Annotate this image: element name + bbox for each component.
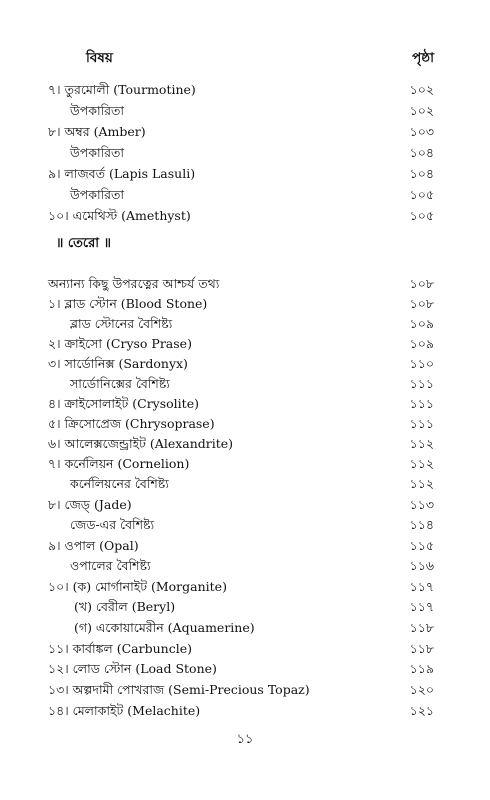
toc-entry xyxy=(48,556,434,576)
toc-entry xyxy=(48,314,434,334)
entry-page: ১১৯ xyxy=(409,661,434,676)
entry-title: ১৪। মেলাকাইট (Melachite) xyxy=(48,703,201,718)
toc-entry xyxy=(48,164,434,184)
entry-title: ওপালের বৈশিষ্ট্য xyxy=(70,558,151,573)
entry-page: ১১৭ xyxy=(409,579,434,594)
entry-page: ১১৬ xyxy=(409,558,434,573)
toc-entry xyxy=(48,454,434,474)
entry-page: ১১২ xyxy=(409,476,434,491)
toc-entry xyxy=(48,294,434,314)
entry-page: ১০৯ xyxy=(409,316,434,331)
toc-entry xyxy=(48,394,434,414)
toc-header xyxy=(48,48,434,68)
entry-page: ১১৩ xyxy=(409,497,434,512)
entry-page: ১১৫ xyxy=(409,538,434,553)
entry-page: ১১৭ xyxy=(409,599,434,614)
entry-title: ব্লাড স্টোনের বৈশিষ্ট্য xyxy=(70,316,173,331)
toc-entry xyxy=(48,122,434,142)
toc-entry xyxy=(48,680,434,700)
entry-page: ১১২ xyxy=(409,436,434,451)
toc-entry xyxy=(48,577,434,597)
entry-title: উপকারিতা xyxy=(70,103,125,118)
entry-page: ১১৮ xyxy=(409,641,434,656)
toc-entry xyxy=(48,495,434,515)
toc-entry xyxy=(48,80,434,100)
entry-page: ১১১ xyxy=(409,396,434,411)
entry-page: ১১৪ xyxy=(409,517,434,532)
toc-entry xyxy=(48,597,434,617)
toc-entry xyxy=(48,474,434,494)
entry-page: ১১১ xyxy=(409,416,434,431)
entry-title: ৭। তুরমোলী (Tourmotine) xyxy=(48,82,196,97)
entry-title: ৩। সার্ডোনিক্স (Sardonyx) xyxy=(48,356,188,371)
entry-title: ১১। কার্বাঙ্কল (Carbuncle) xyxy=(48,641,192,656)
toc-entry xyxy=(48,354,434,374)
toc-entry xyxy=(48,206,434,226)
entry-page: ১০২ xyxy=(409,103,434,118)
toc-entry xyxy=(48,701,434,721)
entry-page: ১০৪ xyxy=(409,145,434,160)
toc-entry xyxy=(48,274,434,294)
entry-title: ৯। ওপাল (Opal) xyxy=(48,538,139,553)
toc-entry xyxy=(48,101,434,121)
toc-entry xyxy=(48,414,434,434)
entry-title: কর্নেলিয়নের বৈশিষ্ট্য xyxy=(70,476,169,491)
entry-page: ১০৮ xyxy=(409,276,434,291)
section-heading: ॥ তেরো ॥ xyxy=(56,236,111,251)
entry-title: সার্ডোনিক্সের বৈশিষ্ট্য xyxy=(70,376,170,391)
entry-page: ১২১ xyxy=(409,703,434,718)
page-column-heading: পৃষ্ঠা xyxy=(412,50,434,66)
entry-page: ১০৮ xyxy=(409,296,434,311)
entry-page: ১১১ xyxy=(409,376,434,391)
toc-entry xyxy=(48,185,434,205)
entry-title: ৪। ক্রাইসোলাইট (Crysolite) xyxy=(48,396,199,411)
entry-title: ৬। আলেক্সজেন্ড্রাইট (Alexandrite) xyxy=(48,436,234,451)
entry-title: ৮। অম্বর (Amber) xyxy=(48,124,146,139)
toc-entry xyxy=(48,659,434,679)
footer-page-number: ১১ xyxy=(236,732,254,747)
entry-title: ৫। ক্রিসোপ্রেজ (Chrysoprase) xyxy=(48,416,215,431)
entry-title: অন্যান্য কিছু উপরত্নের আশ্চর্য তথ্য xyxy=(48,276,220,291)
entry-page: ১২০ xyxy=(409,682,434,697)
entry-title: (গ) একোয়ামেরীন (Aquamerine) xyxy=(74,620,255,635)
entry-title: উপকারিতা xyxy=(70,187,125,202)
entry-title: ৭। কর্নেলিয়ন (Cornelion) xyxy=(48,456,190,471)
entry-title: উপকারিতা xyxy=(70,145,125,160)
entry-page: ১০৫ xyxy=(409,208,434,223)
toc-entry xyxy=(48,143,434,163)
entry-page: ১০৪ xyxy=(409,166,434,181)
toc-entry xyxy=(48,434,434,454)
entry-page: ১০৯ xyxy=(409,336,434,351)
entry-title: ৯। লাজবর্ত (Lapis Lasuli) xyxy=(48,166,196,181)
toc-entry xyxy=(48,618,434,638)
toc-entry xyxy=(48,515,434,535)
entry-title: (খ) বেরীল (Beryl) xyxy=(74,599,176,614)
entry-title: ১২। লোড স্টোন (Load Stone) xyxy=(48,661,217,676)
toc-entry xyxy=(48,374,434,394)
entry-title: ১০। (ক) মোর্গানাইট (Morganite) xyxy=(48,579,227,594)
entry-page: ১১৮ xyxy=(409,620,434,635)
toc-entry xyxy=(48,536,434,556)
entry-page: ১০২ xyxy=(409,82,434,97)
entry-title: ১। ব্লাড স্টোন (Blood Stone) xyxy=(48,296,208,311)
entry-page: ১১২ xyxy=(409,456,434,471)
entry-page: ১০৩ xyxy=(409,124,434,139)
entry-title: ২। ক্রাইসো (Cryso Prase) xyxy=(48,336,192,351)
entry-title: ১০। এমেথিস্ট (Amethyst) xyxy=(48,208,191,223)
entry-title: জেড-এর বৈশিষ্ট্য xyxy=(70,517,155,532)
entry-title: ১৩। অল্পদামী পোখরাজ (Semi-Precious Topaz) xyxy=(48,682,310,697)
entry-title: ৮। জেড্ (Jade) xyxy=(48,497,132,512)
subject-column-heading: বিষয় xyxy=(86,50,113,66)
toc-entry xyxy=(48,639,434,659)
entry-page: ১১০ xyxy=(409,356,434,371)
entry-page: ১০৫ xyxy=(409,187,434,202)
toc-entry xyxy=(48,334,434,354)
